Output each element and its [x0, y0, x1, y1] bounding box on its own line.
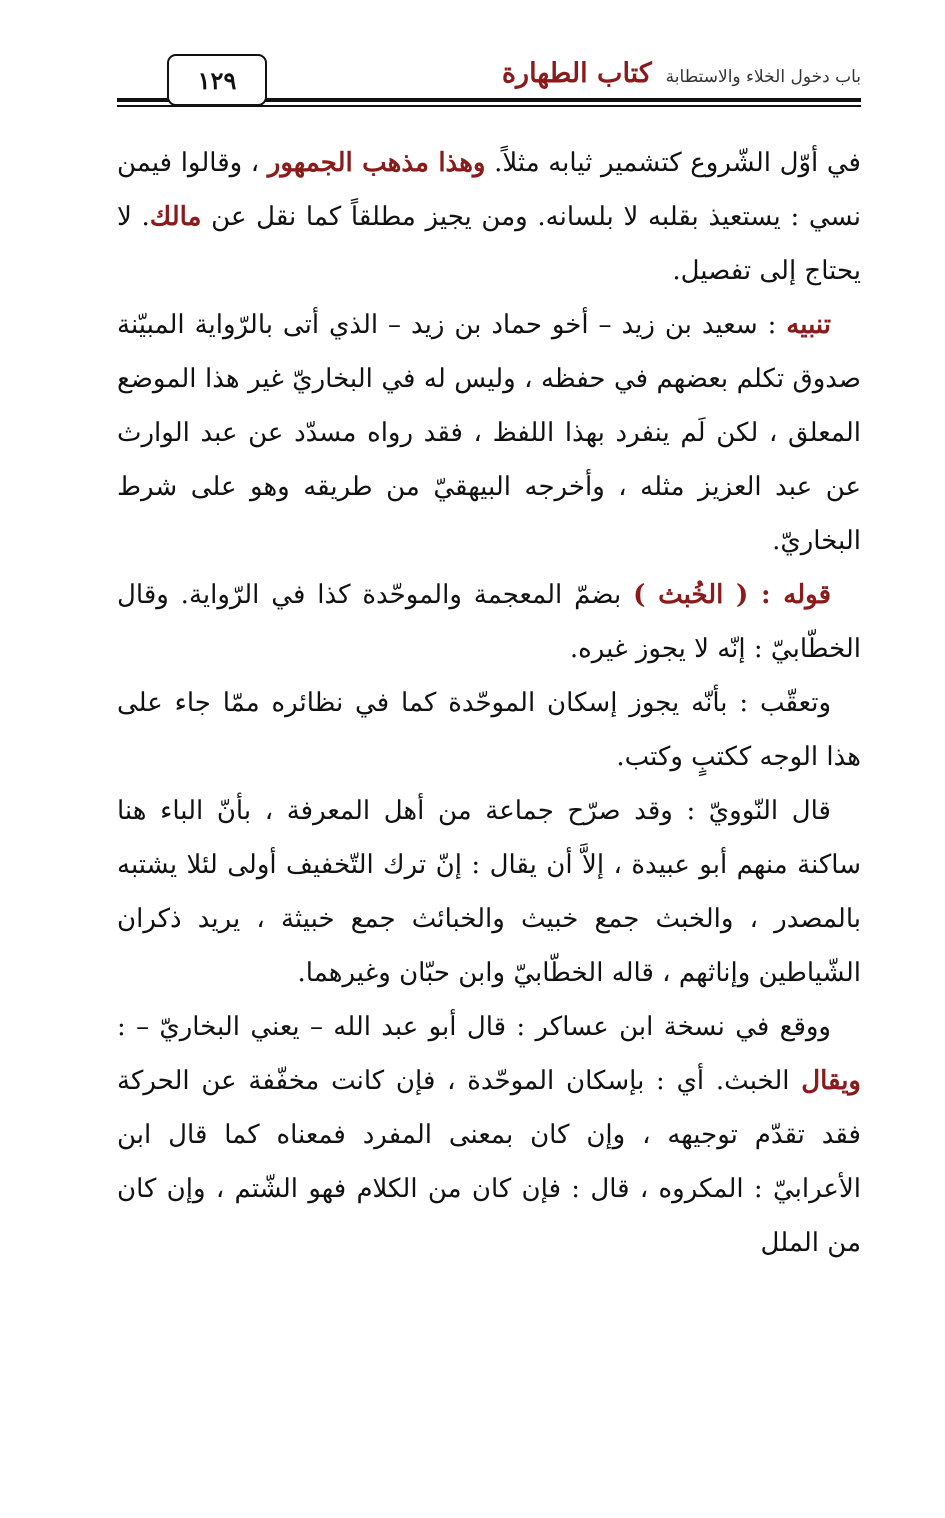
emphasis-segment: وهذا مذهب الجمهور [267, 148, 486, 178]
text-segment: وتعقّب : بأنّه يجوز إسكان الموحّدة كما في نظائره ممّا جاء على هذا الوجه ككتبٍ وكتب. [117, 688, 861, 772]
page-header [117, 54, 861, 110]
page-number-box [167, 54, 267, 106]
paragraph [117, 298, 861, 568]
emphasis-segment: مالك [149, 202, 202, 232]
running-head [502, 58, 861, 94]
text-segment: ووقع في نسخة ابن عساكر : قال أبو عبد الله – يعني البخاريّ – : [117, 1012, 831, 1042]
chapter-title: باب دخول الخلاء والاستطابة [665, 67, 861, 87]
emphasis-segment: ويقال [801, 1066, 861, 1096]
text-segment: . لا يحتاج إلى تفصيل. [117, 202, 861, 286]
paragraph [117, 784, 861, 1000]
page-number: ١٢٩ [197, 65, 237, 95]
text-segment: بضمّ المعجمة والموحّدة كذا في الرّواية. وقال الخطّابيّ : إنّه لا يجوز غيره. [117, 580, 861, 664]
emphasis-segment: قوله : ( الخُبث ) [633, 580, 831, 610]
text-segment: ، وقالوا فيمن نسي : يستعيذ بقلبه لا بلسانه. ومن يجيز مطلقاً كما نقل عن [117, 148, 861, 232]
paragraph [117, 1000, 861, 1270]
paragraph [117, 136, 861, 298]
page-body [117, 136, 861, 1270]
paragraph [117, 676, 861, 784]
paragraph [117, 568, 861, 676]
text-segment: في أوّل الشّروع كتشمير ثيابه مثلاً. [485, 148, 861, 178]
text-segment: : سعيد بن زيد – أخو حماد بن زيد – الذي أتى بالرّواية المبيّنة صدوق تكلم بعضهم في حفظه ، وليس له في البخاريّ غير هذا الموضع المعلق ، لكن لَم ينفرد بهذا اللفظ ، فقد رواه مسدّد عن عبد الوارث عن عبد العزيز مثله ، وأخرجه البيهقيّ من طريقه وهو على شرط البخاريّ. [117, 310, 862, 556]
text-segment: الخبث. أي : بإسكان الموحّدة ، فإن كانت مخفّفة عن الحركة فقد تقدّم توجيهه ، وإن كان بمعنى المفرد فمعناه كما قال ابن الأعرابيّ : المكروه ، قال : فإن كان من الكلام فهو الشّتم ، وإن كان من الملل [117, 1066, 861, 1258]
book-title: كتاب الطهارة [501, 58, 652, 89]
text-segment: قال النّوويّ : وقد صرّح جماعة من أهل المعرفة ، بأنّ الباء هنا ساكنة منهم أبو عبيدة ، إلاَّ أن يقال : إنّ ترك التّخفيف أولى لئلا يشتبه بالمصدر ، والخبث جمع خبيث والخبائث جمع خبيثة ، يريد ذكران الشّياطين وإناثهم ، قاله الخطّابيّ وابن حبّان وغيرهما. [117, 796, 861, 988]
emphasis-segment: تنبيه [786, 310, 831, 340]
